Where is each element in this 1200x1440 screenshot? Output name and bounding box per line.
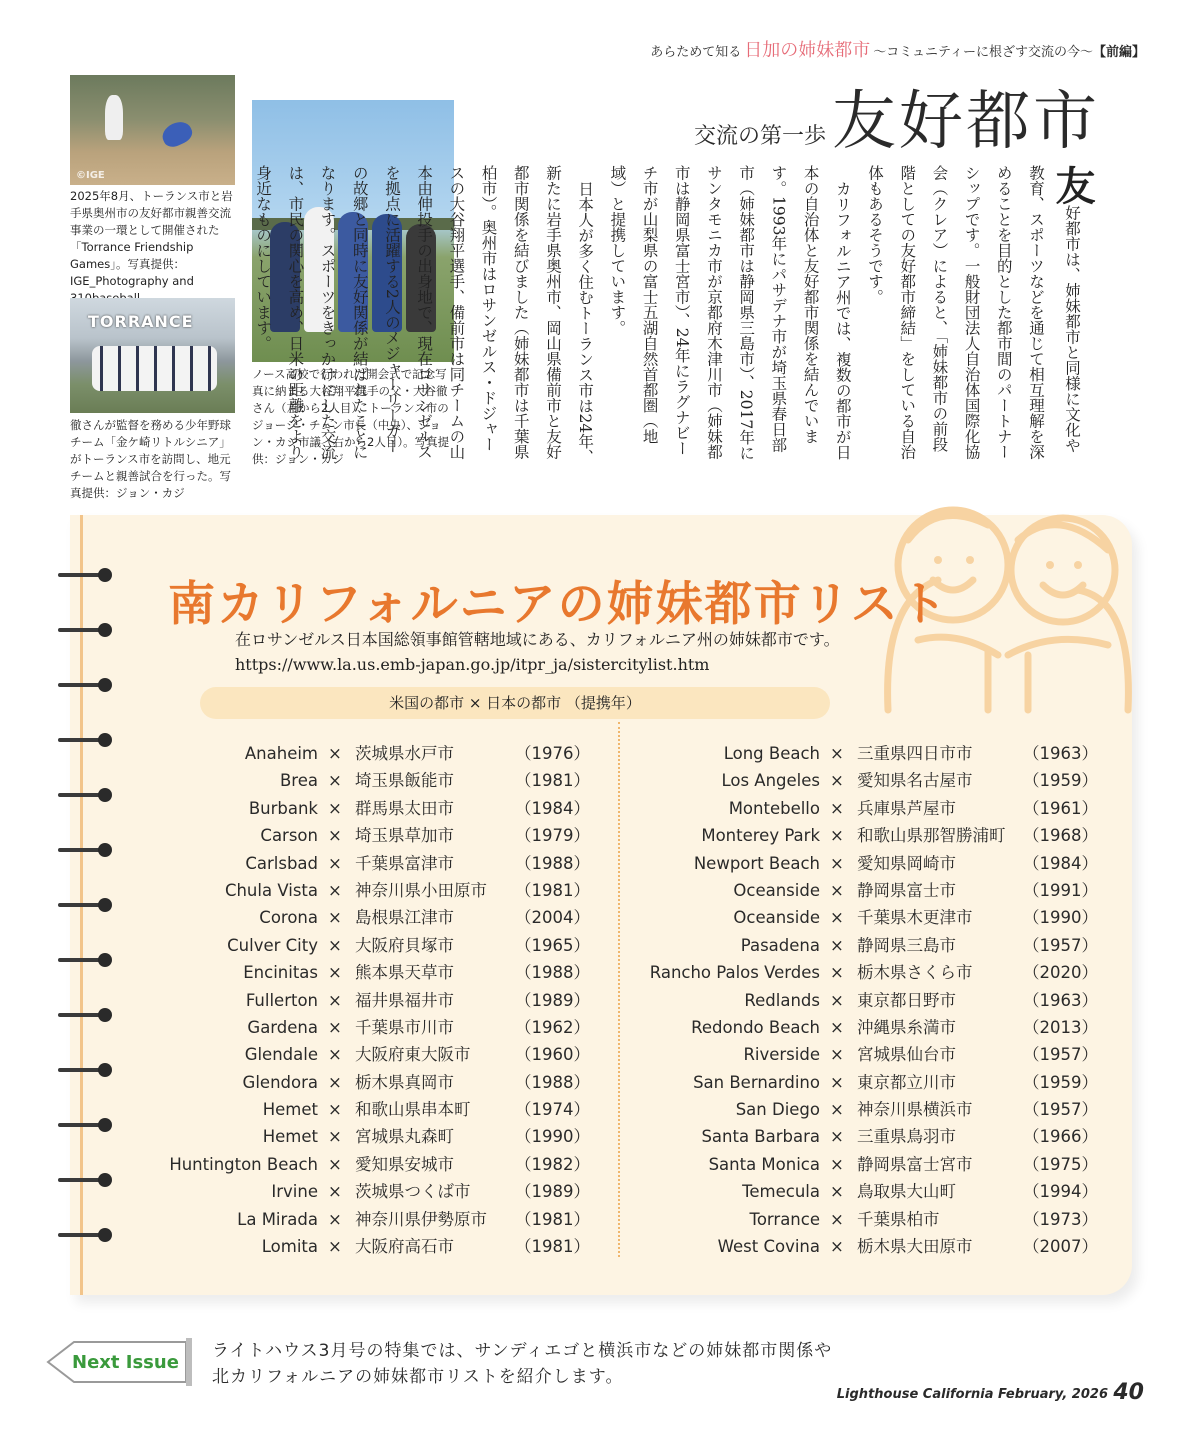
times-sign: × — [830, 1209, 844, 1229]
partnership-year: （1981） — [515, 1237, 590, 1257]
partnership-year: （1984） — [1023, 853, 1098, 873]
partnership-year: （1979） — [515, 826, 590, 846]
partnership-year: （1974） — [515, 1100, 590, 1120]
us-city: Gardena — [247, 1017, 318, 1037]
japan-city: 栃木県さくら市 — [857, 963, 973, 983]
partnership-year: （1981） — [515, 771, 590, 791]
times-sign: × — [328, 1209, 342, 1229]
us-city: Riverside — [743, 1045, 820, 1065]
times-sign: × — [830, 1237, 844, 1257]
times-sign: × — [328, 853, 342, 873]
japan-city: 静岡県富士市 — [857, 880, 956, 900]
article-title — [694, 70, 1100, 162]
sister-city-row — [640, 959, 1140, 986]
series-accent: 日加の姉妹都市 — [744, 40, 871, 61]
times-sign: × — [830, 1182, 844, 1202]
times-sign: × — [830, 935, 844, 955]
sister-city-row — [640, 987, 1140, 1014]
partnership-year: （1982） — [515, 1154, 590, 1174]
list-description — [235, 627, 840, 677]
photo-watermark: ©IGE — [76, 170, 105, 181]
photo2-caption: 徹さんが監督を務める少年野球チーム「金ケ崎リトルシニア」がトーランス市を訪問し、地元チームと親善試合を行った。写真提供：ジョン・カジ — [70, 418, 231, 500]
body-p2: カリフォルニア州では、複数の都市が日本の自治体と友好都市関係を結んでいます。1993年にパサデナ市が埼玉県春日部市（姉妹都市は静岡県三島市）、2017年にサンタモニカ市が京都府木津川市（姉妹都市は静岡県富士宮市）、24年にラグナビーチ市が山梨県の富士五湖自然首都圏（地域）と提携しています。 — [608, 165, 852, 461]
us-city: Los Angeles — [721, 771, 820, 791]
times-sign: × — [830, 880, 844, 900]
times-sign: × — [830, 1127, 844, 1147]
sister-city-row — [640, 932, 1140, 959]
photo-friendship-games — [70, 75, 235, 185]
binder-ring-icon — [58, 683, 106, 687]
sister-city-row — [640, 904, 1140, 931]
partnership-year: （1975） — [1023, 1154, 1098, 1174]
photo3-caption: ノース高校で行われた開会式で記念写真に納まる大谷翔平選手の父・大谷徹さん（左から2人目）、トーランス市のジョージ・チェン市長（中央）、ジョン・カジ市議（右から2人目）。写真提供：ジョン・カジ — [252, 367, 450, 466]
japan-city: 愛知県安城市 — [355, 1154, 454, 1174]
body-p3: 日本人が多く住むトーランス市は24年、新たに岩手県奥州市、岡山県備前市と友好都市関係を結びました（姉妹都市は千葉県柏市）。奥州市はロサンゼルス・ドジャースの大谷翔平選手、備前市は同チームの山本由伸投手の出身地で、現在ロサンゼルスを拠点に活躍する2人のメジャーリーガーの故郷と同時に友好関係が結ばれたことになります。スポーツをきっかけにした交流は、市民の関心を高め、日米の距離をより身近なものにしています。 — [254, 165, 595, 464]
us-city: Anaheim — [244, 744, 318, 763]
series-part: 【前編】 — [1092, 45, 1145, 60]
japan-city: 千葉県市川市 — [355, 1017, 454, 1037]
japan-city: 大阪府高石市 — [355, 1237, 454, 1257]
us-city: Burbank — [248, 798, 318, 818]
times-sign: × — [328, 744, 342, 763]
series-pre: あらためて知る — [650, 45, 742, 60]
us-city: Pasadena — [740, 935, 820, 955]
us-city: Carson — [260, 826, 318, 846]
us-city: Glendora — [242, 1072, 318, 1092]
us-city: Corona — [259, 908, 318, 928]
us-city: Hemet — [262, 1127, 318, 1147]
japan-city: 福井県福井市 — [355, 990, 454, 1010]
japan-city: 大阪府貝塚市 — [355, 935, 454, 955]
japan-city: 群馬県太田市 — [355, 798, 454, 818]
partnership-year: （1973） — [1023, 1209, 1098, 1229]
us-city: Oceanside — [733, 908, 820, 928]
partnership-year: （1989） — [515, 990, 590, 1010]
us-city: Culver City — [227, 935, 318, 955]
times-sign: × — [328, 1017, 342, 1037]
series-post: 〜コミュニティーに根ざす交流の今〜 — [873, 45, 1093, 60]
us-city: Glendale — [244, 1045, 318, 1065]
japan-city: 東京都立川市 — [857, 1072, 956, 1092]
times-sign: × — [830, 798, 844, 818]
times-sign: × — [328, 771, 342, 791]
sister-city-list-panel — [70, 515, 1132, 1295]
japan-city: 島根県江津市 — [355, 908, 454, 928]
series-header — [650, 36, 1145, 62]
sister-city-row — [640, 795, 1140, 822]
photo1-caption: 2025年8月、トーランス市と岩手県奥州市の友好都市親善交流事業の一環として開催された「Torrance Friendship Games」。写真提供：IGE_Photography and — [70, 189, 233, 288]
japan-city: 和歌山県那智勝浦町 — [857, 826, 1006, 846]
partnership-year: （1962） — [515, 1017, 590, 1037]
japan-city: 栃木県真岡市 — [355, 1072, 454, 1092]
list-desc-url: https://www.la.us.emb-japan.go.jp/itpr_ja/sistercitylist.htm — [235, 655, 710, 674]
next-issue-line1: ライトハウス3月号の特集では、サンディエゴと横浜市などの姉妹都市関係や — [212, 1341, 833, 1361]
times-sign: × — [328, 1127, 342, 1147]
times-sign: × — [328, 935, 342, 955]
japan-city: 千葉県富津市 — [355, 853, 454, 873]
japan-city: 神奈川県横浜市 — [857, 1100, 973, 1120]
sister-city-row — [640, 1178, 1140, 1205]
times-sign: × — [830, 826, 844, 846]
japan-city: 茨城県つくば市 — [355, 1182, 471, 1202]
japan-city: 三重県鳥羽市 — [857, 1127, 956, 1147]
japan-city: 沖縄県糸満市 — [857, 1017, 956, 1037]
japan-city: 千葉県木更津市 — [857, 908, 973, 928]
sister-city-row — [640, 1096, 1140, 1123]
magazine-issue: Lighthouse California February, 2026 — [836, 1387, 1108, 1402]
times-sign: × — [830, 744, 844, 763]
japan-city: 茨城県水戸市 — [355, 744, 454, 763]
japan-city: 静岡県富士宮市 — [857, 1154, 973, 1174]
times-sign: × — [830, 771, 844, 791]
us-city: Lomita — [261, 1237, 318, 1257]
partnership-year: （1965） — [515, 935, 590, 955]
us-city: Newport Beach — [693, 853, 820, 873]
partnership-year: （1988） — [515, 963, 590, 983]
times-sign: × — [328, 963, 342, 983]
japan-city: 宮城県丸森町 — [355, 1127, 454, 1147]
japan-city: 兵庫県芦屋市 — [857, 798, 956, 818]
japan-city: 埼玉県草加市 — [355, 826, 454, 846]
japan-city: 神奈川県小田原市 — [355, 880, 487, 900]
city-list-right — [640, 740, 1140, 1260]
partnership-year: （2007） — [1023, 1237, 1098, 1257]
title-big: 友好都市 — [832, 85, 1100, 159]
partnership-year: （1981） — [515, 1209, 590, 1229]
partnership-year: （1959） — [1023, 1072, 1098, 1092]
times-sign: × — [328, 798, 342, 818]
japan-city: 埼玉県飯能市 — [355, 771, 454, 791]
partnership-year: （1989） — [515, 1182, 590, 1202]
japan-city: 大阪府東大阪市 — [355, 1045, 471, 1065]
partnership-year: （2013） — [1023, 1017, 1098, 1037]
next-issue-label: Next Issue — [72, 1352, 179, 1373]
japan-city: 千葉県柏市 — [857, 1209, 940, 1229]
times-sign: × — [830, 1045, 844, 1065]
partnership-year: （2004） — [515, 908, 590, 928]
body-paragraph — [859, 165, 1096, 465]
partnership-year: （1968） — [1023, 826, 1098, 846]
partnership-year: （1984） — [515, 798, 590, 818]
sister-city-row — [640, 850, 1140, 877]
times-sign: × — [830, 963, 844, 983]
partnership-year: （1959） — [1023, 771, 1098, 791]
japan-city: 宮城県仙台市 — [857, 1045, 956, 1065]
us-city: San Diego — [735, 1100, 820, 1120]
times-sign: × — [830, 1154, 844, 1174]
us-city: Redlands — [744, 990, 820, 1010]
partnership-year: （1991） — [1023, 880, 1098, 900]
partnership-year: （1976） — [515, 744, 590, 763]
times-sign: × — [830, 1100, 844, 1120]
sister-city-row — [640, 767, 1140, 794]
times-sign: × — [328, 1237, 342, 1257]
times-sign: × — [830, 1072, 844, 1092]
photo-runner — [159, 118, 195, 151]
times-sign: × — [328, 1154, 342, 1174]
list-title: 南カリフォルニアの姉妹都市リスト — [168, 577, 949, 632]
photo-little-league-team — [70, 298, 235, 413]
sister-city-row — [640, 740, 1140, 767]
us-city: Oceanside — [733, 880, 820, 900]
us-city: Long Beach — [723, 744, 820, 763]
japan-city: 静岡県三島市 — [857, 935, 956, 955]
partnership-year: （1960） — [515, 1045, 590, 1065]
times-sign: × — [328, 1045, 342, 1065]
us-city: Torrance — [749, 1209, 820, 1229]
times-sign: × — [328, 826, 342, 846]
drop-cap: 友 — [1049, 165, 1096, 205]
us-city: Fullerton — [245, 990, 318, 1010]
partnership-year: （1957） — [1023, 1045, 1098, 1065]
us-city: Carlsbad — [245, 853, 318, 873]
times-sign: × — [328, 990, 342, 1010]
times-sign: × — [328, 1100, 342, 1120]
partnership-year: （1966） — [1023, 1127, 1098, 1147]
partnership-year: （1963） — [1023, 744, 1098, 763]
japan-city: 鳥取県大山町 — [857, 1182, 956, 1202]
us-city: Santa Barbara — [701, 1127, 820, 1147]
photo-sign: TORRANCE — [88, 312, 194, 331]
times-sign: × — [830, 853, 844, 873]
body-p1: 好都市は、姉妹都市と同様に文化や教育、スポーツなどを通じて相互理解を深めることを目的とした都市間のパートナーシップです。一般財団法人自治体国際化協会（クレア）によると、「姉妹都市の前段階としての友好都市締結」をしている自治体もあるそうです。 — [865, 165, 1081, 460]
partnership-year: （1963） — [1023, 990, 1098, 1010]
us-city: La Mirada — [237, 1209, 318, 1229]
times-sign: × — [328, 1072, 342, 1092]
partnership-year: （1994） — [1023, 1182, 1098, 1202]
japan-city: 三重県四日市市 — [857, 744, 973, 763]
us-city: Monterey Park — [701, 826, 820, 846]
us-city: Irvine — [271, 1182, 318, 1202]
us-city: Rancho Palos Verdes — [649, 963, 820, 983]
us-city: Redondo Beach — [691, 1017, 820, 1037]
japan-city: 和歌山県串本町 — [355, 1100, 471, 1120]
photo-fielder — [105, 95, 123, 140]
sister-city-row — [640, 877, 1140, 904]
partnership-year: （1988） — [515, 853, 590, 873]
partnership-year: （1981） — [515, 880, 590, 900]
next-issue-line2: 北カリフォルニアの姉妹都市リストを紹介します。 — [212, 1367, 624, 1387]
times-sign: × — [830, 990, 844, 1010]
binder-ring-icon — [58, 628, 106, 632]
times-sign: × — [830, 908, 844, 928]
japan-city: 東京都日野市 — [857, 990, 956, 1010]
partnership-year: （1990） — [1023, 908, 1098, 928]
partnership-year: （2020） — [1023, 963, 1098, 983]
partnership-year: （1957） — [1023, 935, 1098, 955]
us-city: San Bernardino — [693, 1072, 820, 1092]
page-number: 40 — [1113, 1380, 1144, 1405]
sister-city-row — [640, 1041, 1140, 1068]
us-city: Hemet — [262, 1100, 318, 1120]
title-small: 交流の第一歩 — [693, 124, 826, 149]
japan-city: 神奈川県伊勢原市 — [355, 1209, 487, 1229]
list-column-header: 米国の都市 × 日本の都市 （提携年） — [200, 687, 830, 719]
japan-city: 栃木県大田原市 — [857, 1237, 973, 1257]
sister-city-row — [640, 1123, 1140, 1150]
us-city: Brea — [279, 771, 318, 791]
times-sign: × — [328, 908, 342, 928]
times-sign: × — [328, 1182, 342, 1202]
us-city: Santa Monica — [708, 1154, 820, 1174]
us-city: West Covina — [717, 1237, 820, 1257]
list-desc-line1: 在ロサンゼルス日本国総領事館管轄地域にある、カリフォルニア州の姉妹都市です。 — [235, 630, 840, 649]
japan-city: 愛知県岡崎市 — [857, 853, 956, 873]
sister-city-row — [640, 1069, 1140, 1096]
sister-city-row — [640, 1206, 1140, 1233]
sister-city-row — [640, 1014, 1140, 1041]
partnership-year: （1990） — [515, 1127, 590, 1147]
japan-city: 愛知県名古屋市 — [857, 771, 973, 791]
us-city: Encinitas — [243, 963, 318, 983]
us-city: Montebello — [728, 798, 820, 818]
sister-city-row — [640, 822, 1140, 849]
sister-city-row — [640, 1233, 1140, 1260]
partnership-year: （1961） — [1023, 798, 1098, 818]
partnership-year: （1988） — [515, 1072, 590, 1092]
binder-ring-icon — [58, 573, 106, 577]
us-city: Huntington Beach — [169, 1154, 318, 1174]
us-city: Temecula — [742, 1182, 820, 1202]
photo-team-group — [92, 346, 217, 391]
times-sign: × — [328, 880, 342, 900]
next-issue-description — [212, 1338, 832, 1390]
sister-city-row — [640, 1151, 1140, 1178]
japan-city: 熊本県天草市 — [355, 963, 454, 983]
us-city: Chula Vista — [224, 880, 318, 900]
times-sign: × — [830, 1017, 844, 1037]
partnership-year: （1957） — [1023, 1100, 1098, 1120]
